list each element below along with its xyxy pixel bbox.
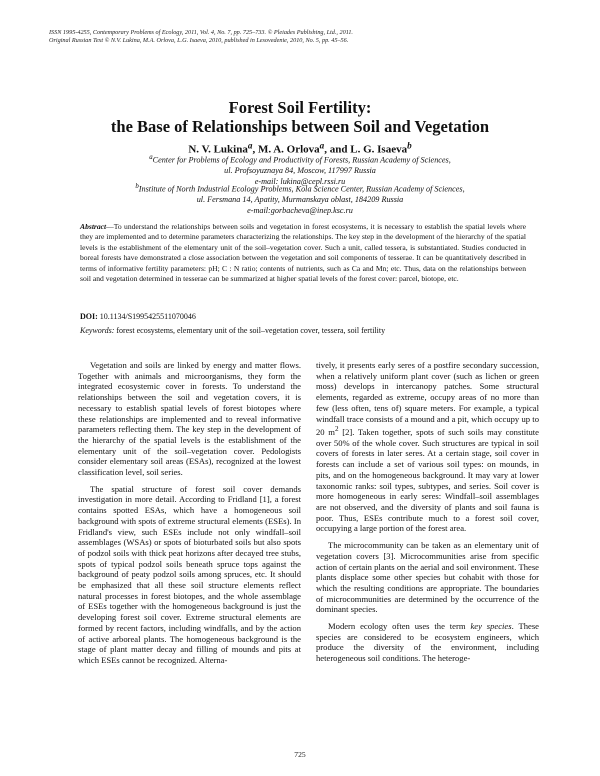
article-title-line-2: the Base of Relationships between Soil and Vegetation bbox=[110, 117, 490, 136]
author-1: N. V. Lukina bbox=[188, 143, 248, 156]
body-text: tively, it presents early seres of a postfire secondary succession, when a relatively uniform plant cover (such as lichen or green moss) develops in intercanopy patches. Some structural elements, regarded as extreme, occupy areas of no more than few (less often, tens of) square meters. For example, a typical windfall trace consists of a mound and a pit, which occupy up to 20 m bbox=[316, 360, 539, 438]
journal-header bbox=[49, 29, 569, 45]
affiliation-b-mark: b bbox=[135, 183, 139, 190]
body-column-right bbox=[316, 360, 539, 670]
author-3: L. G. Isaeva bbox=[350, 143, 408, 156]
doi bbox=[80, 311, 526, 322]
affiliation-b bbox=[70, 182, 530, 216]
abstract-text: —To understand the relationships between soils and vegetation in forest ecosystems, it is necessary to establish the spatial levels where they are implemented and to determine parameters characterizing the relationships. The key step in the development of the hierarchy of the spatial levels is the establishment of the elementary unit of the soil–vegetation cover. Such a unit, called tessera, is substantiated. Studies conducted in boreal forests have demonstrated a close association between the vegetation and soil components of tesserae. It can be quantitatively described in terms of informative fertility parameters: pH; C : N ratio; contents of nutrients, such as Ca and Mn; etc. Thus, data on the relationships between soil and vegetation determined in tesserae can be summarized at higher spatial levels of the forest cover: parcel, biotope, etc. bbox=[80, 222, 526, 284]
author-2: M. A. Orlova bbox=[257, 143, 320, 156]
doi-label: DOI: bbox=[80, 312, 98, 321]
emphasis-term: key species bbox=[470, 621, 512, 632]
author-3-affil-mark: b bbox=[407, 140, 412, 150]
affiliation-a-name: Center for Problems of Ecology and Productivity of Forests, Russian Academy of Sciences, bbox=[152, 155, 451, 165]
body-paragraph bbox=[316, 360, 539, 534]
abstract bbox=[80, 222, 526, 284]
affiliation-b-line-1 bbox=[70, 182, 530, 195]
body-column-left bbox=[78, 360, 301, 672]
journal-header-line-1: ISSN 1995-4255, Contemporary Problems of Ecology, 2011, Vol. 4, No. 7, pp. 725–733. © Pleiades Publishing, Ltd., 2011. bbox=[49, 29, 353, 36]
affiliation-b-name: Institute of North Industrial Ecology Problems, Kola Science Center, Russian Academy of Sciences, bbox=[138, 184, 465, 194]
keywords-value: forest ecosystems, elementary unit of the soil–vegetation cover, tessera, soil fertility bbox=[116, 326, 386, 335]
body-text: . These species are considered to be ecosystem engineers, which produce the diversity of the environment, including heterogeneous soil conditions. The heteroge- bbox=[316, 621, 539, 664]
author-1-affil-mark: a bbox=[247, 140, 253, 150]
journal-header-line-2: Original Russian Text © N.V. Lukina, M.A. Orlova, L.G. Isaeva, 2010, published in Lesovedenie, 2010, No. 5, pp. 45–56. bbox=[49, 37, 349, 44]
affiliation-a-address: ul. Profsoyuznaya 84, Moscow, 117997 Russia bbox=[224, 166, 376, 176]
affiliation-b-email: e-mail:gorbacheva@inep.ksc.ru bbox=[247, 205, 353, 215]
doi-value: 10.1134/S1995425511070046 bbox=[99, 312, 196, 321]
body-paragraph: The spatial structure of forest soil cover demands investigation in more detail. According to Fridland [1], a forest contains spotted ESAs, which have a homogeneous soil background with spots of extreme structural elements (ESEs). In Fridland's view, such ESEs include not only windfall–soil assemblages (WSAs) or spots of bioturbated soils but also spots of podzol soils with thick peat horizons after decayed tree stubs, spots of typical podzol soils beneath spruce tops against the background of peaty podzol soils among spruces, etc. It should be emphasized that all these soil structure elements reflect natural processes in forest biotopes, and the whole assemblage of ESEs together with the homogeneous background is just the developing forest soil cover. Extreme structural elements are formed by recent factors, including windfalls, and by the action of active arboreal plants. The homogeneous background is the stage of plant matter decay and filling of mounds and pits at which ESEs cannot be recognized. Alterna- bbox=[78, 483, 301, 665]
author-and: , and bbox=[324, 143, 351, 156]
keywords bbox=[80, 325, 526, 336]
affiliation-a-line-1 bbox=[70, 153, 530, 166]
body-paragraph bbox=[316, 621, 539, 664]
affiliation-a-mark: a bbox=[149, 154, 153, 161]
author-separator: , bbox=[252, 143, 258, 156]
body-text: Modern ecology often uses the term bbox=[328, 621, 471, 632]
article-title-line-1: Forest Soil Fertility: bbox=[228, 98, 372, 117]
body-paragraph: Vegetation and soils are linked by energy and matter flows. Together with animals and microorganisms, they form the integrated ecosystemic cover in forests. To understand the relationships between the soil and vegetation covers, it is necessary to establish spatial levels of forest biotopes where these relationships are implemented and to reveal informative parameters reflecting them. The key step in the development of the hierarchy of the spatial levels is the establishment of the elementary unit of the soil–vegetation cover. Pedologists consider elementary soil areas (ESAs), recognized at the lowest classification level, soil series. bbox=[78, 360, 301, 478]
keywords-label: Keywords: bbox=[80, 326, 115, 335]
affiliation-a-email: e-mail: lukina@cepl.rssi.ru bbox=[254, 176, 346, 186]
affiliation-b-address: ul. Fersmana 14, Apatity, Murmanskaya oblast, 184209 Russia bbox=[196, 195, 404, 205]
superscript: 2 bbox=[334, 425, 339, 434]
page-number: 725 bbox=[294, 750, 306, 759]
author-2-affil-mark: a bbox=[319, 140, 325, 150]
body-paragraph: The microcommunity can be taken as an elementary unit of vegetation covers [3]. Microcommunities arise from specific action of certain plants on the aerial and soil environment. These plants displace some other species but cohabit with those for which the resulting conditions are appropriate. The boundaries of microcommunities are determined by the occurrence of the dominant species. bbox=[316, 540, 539, 615]
abstract-label: Abstract bbox=[80, 222, 107, 231]
body-text: [2]. Taken together, spots of such soils may constitute over 50% of the whole cover. Such structures are typical in soil covers of forests in later seres. At a certain stage, soil cover in forests can include a set of various soil types: on mounds, in pits, and on the homogeneous background. It may vary at lower taxonomic ranks: soil types, subtypes, and series. Soil cover is more homogeneous in early seres: Windfall–soil assemblages are not observed, and the diversity of plants and soil fauna is poor. Thus, ESEs contribute much to a forest soil cover, occupying a large portion of the forest area. bbox=[316, 427, 539, 534]
